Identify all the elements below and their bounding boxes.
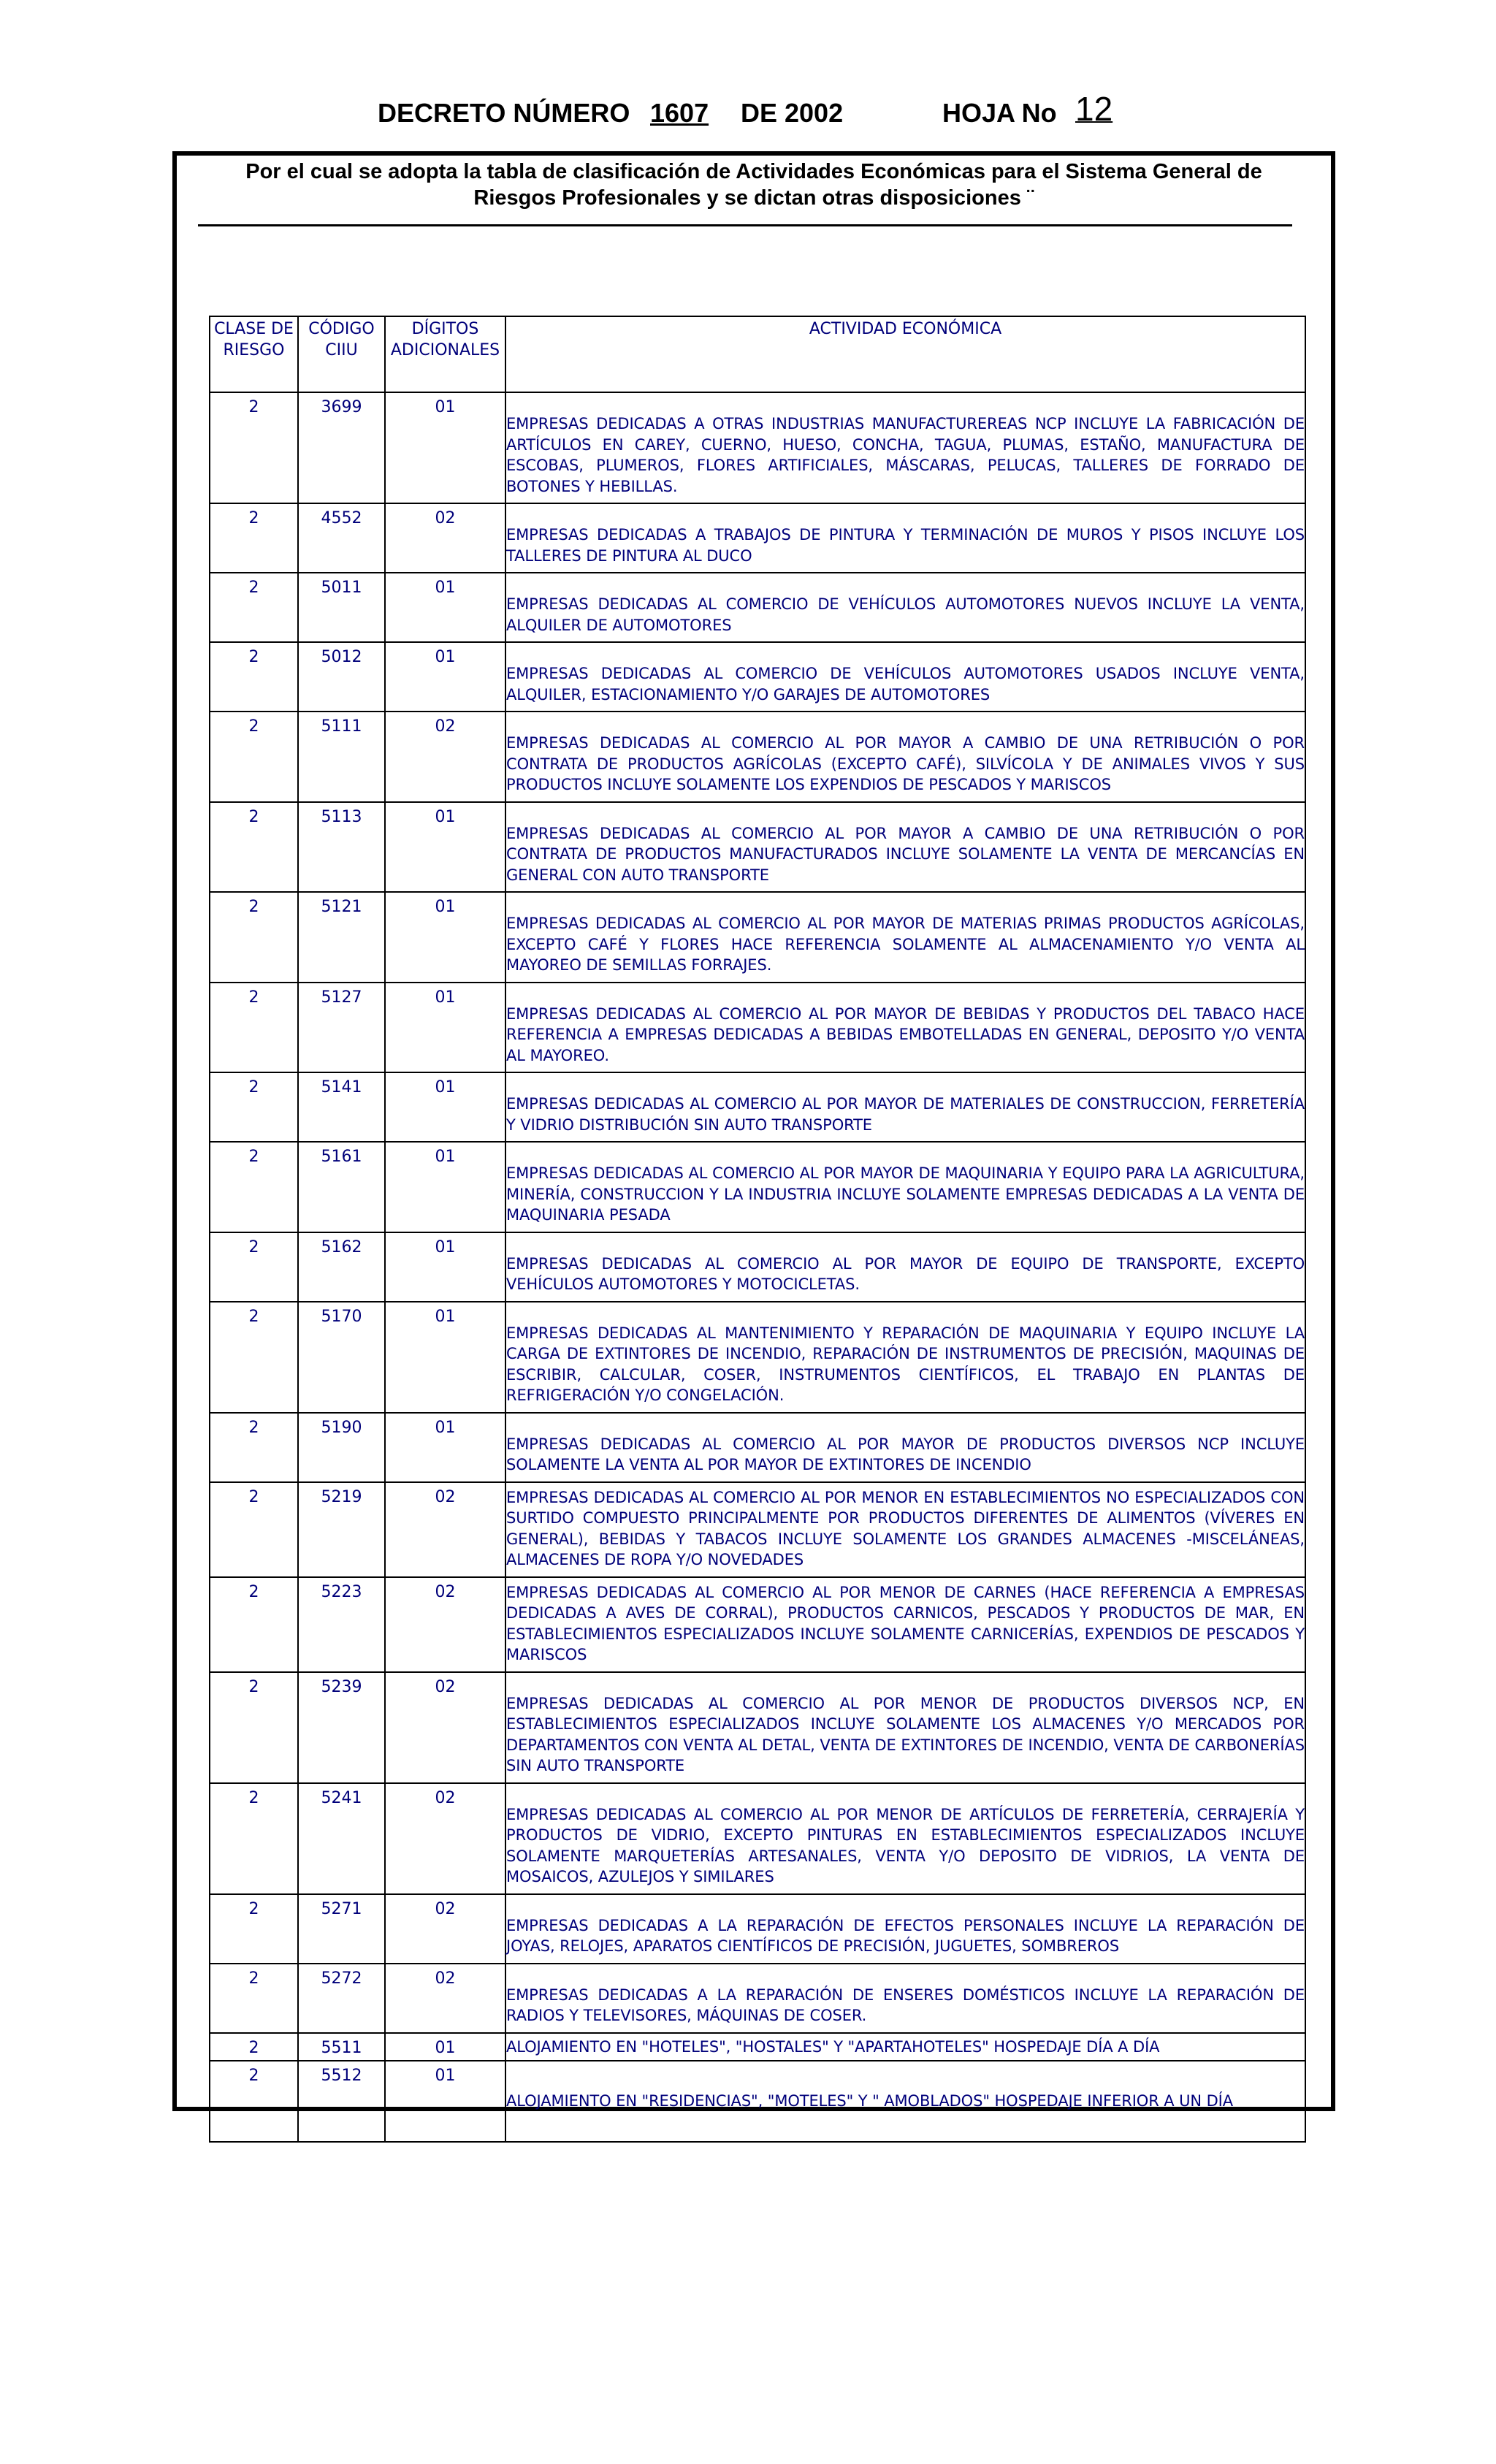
header-digitos-adicionales: DÍGITOS ADICIONALES [385, 316, 505, 392]
cell-digitos-adicionales: 01 [385, 1232, 505, 1302]
subtitle-divider [198, 224, 1292, 226]
cell-actividad-economica [505, 1894, 1305, 1964]
actividad-text: EMPRESAS DEDICADAS AL COMERCIO AL POR MENOR DE CARNES (HACE REFERENCIA A EMPRESAS DEDICADAS A AVES DE CORRAL), PRODUCTOS CARNICOS, PESCADOS Y PRODUCTOS DE MAR, EN ESTABLECIMIENTOS ESPECIALIZADOS INCLUYE SOLAMENTE CARNICERÍAS, EXPENDIOS DE PESCADOS Y MARISCOS [506, 1583, 1305, 1663]
cell-actividad-economica [505, 1672, 1305, 1783]
cell-clase-riesgo: 2 [210, 503, 298, 573]
cell-actividad-economica [505, 2061, 1305, 2142]
actividad-text: EMPRESAS DEDICADAS AL COMERCIO AL POR MAYOR DE EQUIPO DE TRANSPORTE, EXCEPTO VEHÍCULOS AUTOMOTORES Y MOTOCICLETAS. [506, 1254, 1305, 1293]
cell-clase-riesgo: 2 [210, 712, 298, 802]
actividad-text: EMPRESAS DEDICADAS AL COMERCIO DE VEHÍCULOS AUTOMOTORES NUEVOS INCLUYE LA VENTA, ALQUILER DE AUTOMOTORES [506, 595, 1305, 634]
table-row [210, 2061, 1305, 2142]
cell-clase-riesgo: 2 [210, 1142, 298, 1232]
table-header-row [210, 316, 1305, 392]
cell-actividad-economica [505, 892, 1305, 983]
cell-digitos-adicionales: 01 [385, 642, 505, 712]
cell-digitos-adicionales: 02 [385, 1964, 505, 2033]
document-frame [172, 151, 1335, 2111]
cell-codigo-ciiu: 5012 [298, 642, 385, 712]
cell-actividad-economica [505, 1783, 1305, 1894]
decree-subtitle [199, 159, 1309, 211]
actividad-text: EMPRESAS DEDICADAS AL COMERCIO AL POR MENOR DE ARTÍCULOS DE FERRETERÍA, CERRAJERÍA Y PRODUCTOS DE VIDRIO, EXCEPTO PINTURAS EN ESTABLECIMIENTOS ESPECIALIZADOS INCLUYE SOLAMENTE MARQUETERÍAS ARTESANALES, VENTA Y/O DEPOSITO DE VIDRIOS, LA VENTA DE MOSAICOS, AZULEJOS Y SIMILARES [506, 1805, 1305, 1885]
table-row [210, 802, 1305, 893]
table-row [210, 1232, 1305, 1302]
cell-actividad-economica [505, 1072, 1305, 1142]
actividad-text: EMPRESAS DEDICADAS AL COMERCIO AL POR MAYOR DE BEBIDAS Y PRODUCTOS DEL TABACO HACE REFERENCIA A EMPRESAS DEDICADAS A BEBIDAS EMBOTELLADAS EN GENERAL, DEPOSITO Y/O VENTA AL MAYOREO. [506, 1004, 1305, 1064]
table-row [210, 892, 1305, 983]
cell-codigo-ciiu: 5271 [298, 1894, 385, 1964]
actividad-text: EMPRESAS DEDICADAS AL COMERCIO AL POR MENOR EN ESTABLECIMIENTOS NO ESPECIALIZADOS CON SURTIDO COMPUESTO PRINCIPALMENTE POR PRODUCTOS DIFERENTES DE ALIMENTOS (VÍVERES EN GENERAL), BEBIDAS Y TABACOS INCLUYE SOLAMENTE LOS GRANDES ALMACENES -MISCELÁNEAS, ALMACENES DE ROPA Y/O NOVEDADES [506, 1488, 1305, 1568]
cell-actividad-economica [505, 983, 1305, 1073]
cell-digitos-adicionales: 01 [385, 1072, 505, 1142]
cell-actividad-economica [505, 1482, 1305, 1577]
actividad-text: EMPRESAS DEDICADAS A OTRAS INDUSTRIAS MANUFACTUREREAS NCP INCLUYE LA FABRICACIÓN DE ARTÍCULOS EN CAREY, CUERNO, HUESO, CONCHA, TAGUA, PLUMAS, ESTAÑO, MANUFACTURA DE ESCOBAS, PLUMEROS, FLORES ARTIFICIALES, MÁSCARAS, PELUCAS, TALLERES DE FORRADO DE BOTONES Y HEBILLAS. [506, 415, 1305, 495]
cell-actividad-economica [505, 1964, 1305, 2033]
cell-digitos-adicionales: 01 [385, 573, 505, 642]
cell-actividad-economica [505, 712, 1305, 802]
cell-codigo-ciiu: 5141 [298, 1072, 385, 1142]
cell-digitos-adicionales: 01 [385, 892, 505, 983]
table-row [210, 642, 1305, 712]
cell-codigo-ciiu: 5511 [298, 2033, 385, 2061]
table-row [210, 1894, 1305, 1964]
actividad-text: EMPRESAS DEDICADAS AL COMERCIO AL POR MAYOR A CAMBIO DE UNA RETRIBUCIÓN O POR CONTRATA DE PRODUCTOS AGRÍCOLAS (EXCEPTO CAFÉ), SILVÍCOLA Y DE ANIMALES VIVOS Y SUS PRODUCTOS INCLUYE SOLAMENTE LOS EXPENDIOS DE PESCADOS Y MARISCOS [506, 734, 1305, 793]
cell-clase-riesgo: 2 [210, 1672, 298, 1783]
actividad-text: EMPRESAS DEDICADAS AL COMERCIO AL POR MAYOR DE MATERIAS PRIMAS PRODUCTOS AGRÍCOLAS, EXCEPTO CAFÉ Y FLORES HACE REFERENCIA SOLAMENTE AL ALMACENAMIENTO Y/O VENTA AL MAYOREO DE SEMILLAS FORRAJES. [506, 915, 1305, 974]
activity-table [209, 316, 1306, 2143]
cell-digitos-adicionales: 01 [385, 983, 505, 1073]
header-clase-riesgo: CLASE DE RIESGO [210, 316, 298, 392]
table-row [210, 1302, 1305, 1413]
cell-clase-riesgo: 2 [210, 1783, 298, 1894]
cell-clase-riesgo: 2 [210, 1964, 298, 2033]
cell-actividad-economica [505, 392, 1305, 503]
cell-digitos-adicionales: 02 [385, 1783, 505, 1894]
table-row [210, 712, 1305, 802]
table-row [210, 1142, 1305, 1232]
cell-clase-riesgo: 2 [210, 1577, 298, 1672]
table-row [210, 1783, 1305, 1894]
actividad-text: EMPRESAS DEDICADAS A LA REPARACIÓN DE ENSERES DOMÉSTICOS INCLUYE LA REPARACIÓN DE RADIOS Y TELEVISORES, MÁQUINAS DE COSER. [506, 1986, 1305, 2024]
cell-actividad-economica [505, 1302, 1305, 1413]
cell-codigo-ciiu: 5162 [298, 1232, 385, 1302]
actividad-text: EMPRESAS DEDICADAS A TRABAJOS DE PINTURA Y TERMINACIÓN DE MUROS Y PISOS INCLUYE LOS TALLERES DE PINTURA AL DUCO [506, 526, 1305, 565]
cell-actividad-economica [505, 573, 1305, 642]
cell-clase-riesgo: 2 [210, 1302, 298, 1413]
table-row [210, 1482, 1305, 1577]
header-actividad-economica: ACTIVIDAD ECONÓMICA [505, 316, 1305, 392]
cell-clase-riesgo: 2 [210, 2033, 298, 2061]
actividad-text: EMPRESAS DEDICADAS AL COMERCIO AL POR MAYOR DE MAQUINARIA Y EQUIPO PARA LA AGRICULTURA, MINERÍA, CONSTRUCCION Y LA INDUSTRIA INCLUYE SOLAMENTE EMPRESAS DEDICADAS A LA VENTA DE MAQUINARIA PESADA [506, 1164, 1305, 1224]
cell-codigo-ciiu: 5121 [298, 892, 385, 983]
cell-codigo-ciiu: 4552 [298, 503, 385, 573]
cell-codigo-ciiu: 5170 [298, 1302, 385, 1413]
cell-digitos-adicionales: 02 [385, 1577, 505, 1672]
cell-digitos-adicionales: 01 [385, 392, 505, 503]
cell-digitos-adicionales: 01 [385, 802, 505, 893]
table-row [210, 1672, 1305, 1783]
cell-codigo-ciiu: 5219 [298, 1482, 385, 1577]
cell-codigo-ciiu: 5113 [298, 802, 385, 893]
actividad-text: EMPRESAS DEDICADAS AL MANTENIMIENTO Y REPARACIÓN DE MAQUINARIA Y EQUIPO INCLUYE LA CARGA DE EXTINTORES DE INCENDIO, REPARACIÓN DE INSTRUMENTOS DE PRECISIÓN, MAQUINAS DE ESCRIBIR, CALCULAR, COSER, INSTRUMENTOS CIENTÍFICOS, EL TRABAJO EN PLANTAS DE REFRIGERACIÓN Y/O CONGELACIÓN. [506, 1324, 1305, 1404]
table-body [210, 392, 1305, 2142]
decreto-label: DECRETO NÚMERO [378, 98, 630, 128]
actividad-text: EMPRESAS DEDICADAS AL COMERCIO DE VEHÍCULOS AUTOMOTORES USADOS INCLUYE VENTA, ALQUILER, ESTACIONAMIENTO Y/O GARAJES DE AUTOMOTORES [506, 665, 1305, 703]
hoja-number: 12 [1075, 90, 1113, 128]
cell-digitos-adicionales: 02 [385, 1672, 505, 1783]
actividad-text: EMPRESAS DEDICADAS A LA REPARACIÓN DE EFECTOS PERSONALES INCLUYE LA REPARACIÓN DE JOYAS, RELOJES, APARATOS CIENTÍFICOS DE PRECISIÓN, JUGUETES, SOMBREROS [506, 1916, 1305, 1955]
cell-clase-riesgo: 2 [210, 802, 298, 893]
cell-codigo-ciiu: 5161 [298, 1142, 385, 1232]
actividad-text: EMPRESAS DEDICADAS AL COMERCIO AL POR MENOR DE PRODUCTOS DIVERSOS NCP, EN ESTABLECIMIENTOS ESPECIALIZADOS INCLUYE SOLAMENTE LOS ALMACENES Y/O MERCADOS POR DEPARTAMENTOS CON VENTA AL DETAL, VENTA DE EXTINTORES DE INCENDIO, VENTA DE CARBONERÍAS SIN AUTO TRANSPORTE [506, 1694, 1305, 1774]
cell-digitos-adicionales: 02 [385, 503, 505, 573]
cell-codigo-ciiu: 5190 [298, 1413, 385, 1482]
cell-clase-riesgo: 2 [210, 1894, 298, 1964]
cell-actividad-economica [505, 642, 1305, 712]
actividad-text: EMPRESAS DEDICADAS AL COMERCIO AL POR MAYOR A CAMBIO DE UNA RETRIBUCIÓN O POR CONTRATA DE PRODUCTOS MANUFACTURADOS INCLUYE SOLAMENTE LA VENTA DE MERCANCÍAS EN GENERAL CON AUTO TRANSPORTE [506, 824, 1305, 884]
decreto-year: DE 2002 [741, 98, 844, 128]
cell-clase-riesgo: 2 [210, 1413, 298, 1482]
cell-digitos-adicionales: 01 [385, 1142, 505, 1232]
cell-codigo-ciiu: 5223 [298, 1577, 385, 1672]
cell-clase-riesgo: 2 [210, 573, 298, 642]
cell-actividad-economica [505, 802, 1305, 893]
actividad-text: ALOJAMIENTO EN "RESIDENCIAS", "MOTELES" Y " AMOBLADOS" HOSPEDAJE INFERIOR A UN DÍA [506, 2092, 1234, 2110]
cell-clase-riesgo: 2 [210, 1232, 298, 1302]
actividad-text: EMPRESAS DEDICADAS AL COMERCIO AL POR MAYOR DE PRODUCTOS DIVERSOS NCP INCLUYE SOLAMENTE LA VENTA AL POR MAYOR DE EXTINTORES DE INCENDIO [506, 1435, 1305, 1473]
cell-digitos-adicionales: 02 [385, 1482, 505, 1577]
cell-actividad-economica [505, 503, 1305, 573]
cell-actividad-economica [505, 2033, 1305, 2061]
table-row [210, 392, 1305, 503]
cell-clase-riesgo: 2 [210, 983, 298, 1073]
subtitle-line-1: Por el cual se adopta la tabla de clasificación de Actividades Económicas para el Sistema General de [245, 160, 1262, 183]
table-row [210, 1964, 1305, 2033]
table-row [210, 1413, 1305, 1482]
cell-codigo-ciiu: 5241 [298, 1783, 385, 1894]
decreto-number: 1607 [650, 98, 709, 128]
header-codigo-ciiu: CÓDIGO CIIU [298, 316, 385, 392]
subtitle-line-2: Riesgos Profesionales y se dictan otras disposiciones ¨ [473, 186, 1034, 210]
table-row [210, 1577, 1305, 1672]
cell-codigo-ciiu: 5239 [298, 1672, 385, 1783]
actividad-text: EMPRESAS DEDICADAS AL COMERCIO AL POR MAYOR DE MATERIALES DE CONSTRUCCION, FERRETERÍA Y VIDRIO DISTRIBUCIÓN SIN AUTO TRANSPORTE [506, 1095, 1305, 1134]
cell-actividad-economica [505, 1232, 1305, 1302]
table-row [210, 983, 1305, 1073]
cell-digitos-adicionales: 02 [385, 712, 505, 802]
cell-actividad-economica [505, 1142, 1305, 1232]
cell-codigo-ciiu: 5127 [298, 983, 385, 1073]
cell-digitos-adicionales: 01 [385, 2033, 505, 2061]
cell-codigo-ciiu: 5272 [298, 1964, 385, 2033]
hoja-label: HOJA No [942, 98, 1057, 128]
cell-clase-riesgo: 2 [210, 642, 298, 712]
cell-codigo-ciiu: 5111 [298, 712, 385, 802]
cell-digitos-adicionales: 01 [385, 1302, 505, 1413]
page-header [0, 89, 1496, 133]
cell-clase-riesgo: 2 [210, 892, 298, 983]
cell-digitos-adicionales: 01 [385, 2061, 505, 2142]
table-row [210, 1072, 1305, 1142]
table-row [210, 503, 1305, 573]
cell-codigo-ciiu: 5512 [298, 2061, 385, 2142]
cell-digitos-adicionales: 02 [385, 1894, 505, 1964]
cell-codigo-ciiu: 3699 [298, 392, 385, 503]
cell-codigo-ciiu: 5011 [298, 573, 385, 642]
cell-clase-riesgo: 2 [210, 2061, 298, 2142]
cell-actividad-economica [505, 1413, 1305, 1482]
cell-clase-riesgo: 2 [210, 1072, 298, 1142]
cell-digitos-adicionales: 01 [385, 1413, 505, 1482]
cell-actividad-economica [505, 1577, 1305, 1672]
cell-clase-riesgo: 2 [210, 1482, 298, 1577]
table-row [210, 2033, 1305, 2061]
actividad-text: ALOJAMIENTO EN "HOTELES", "HOSTALES" Y "APARTAHOTELES" HOSPEDAJE DÍA A DÍA [506, 2037, 1160, 2056]
cell-clase-riesgo: 2 [210, 392, 298, 503]
table-row [210, 573, 1305, 642]
